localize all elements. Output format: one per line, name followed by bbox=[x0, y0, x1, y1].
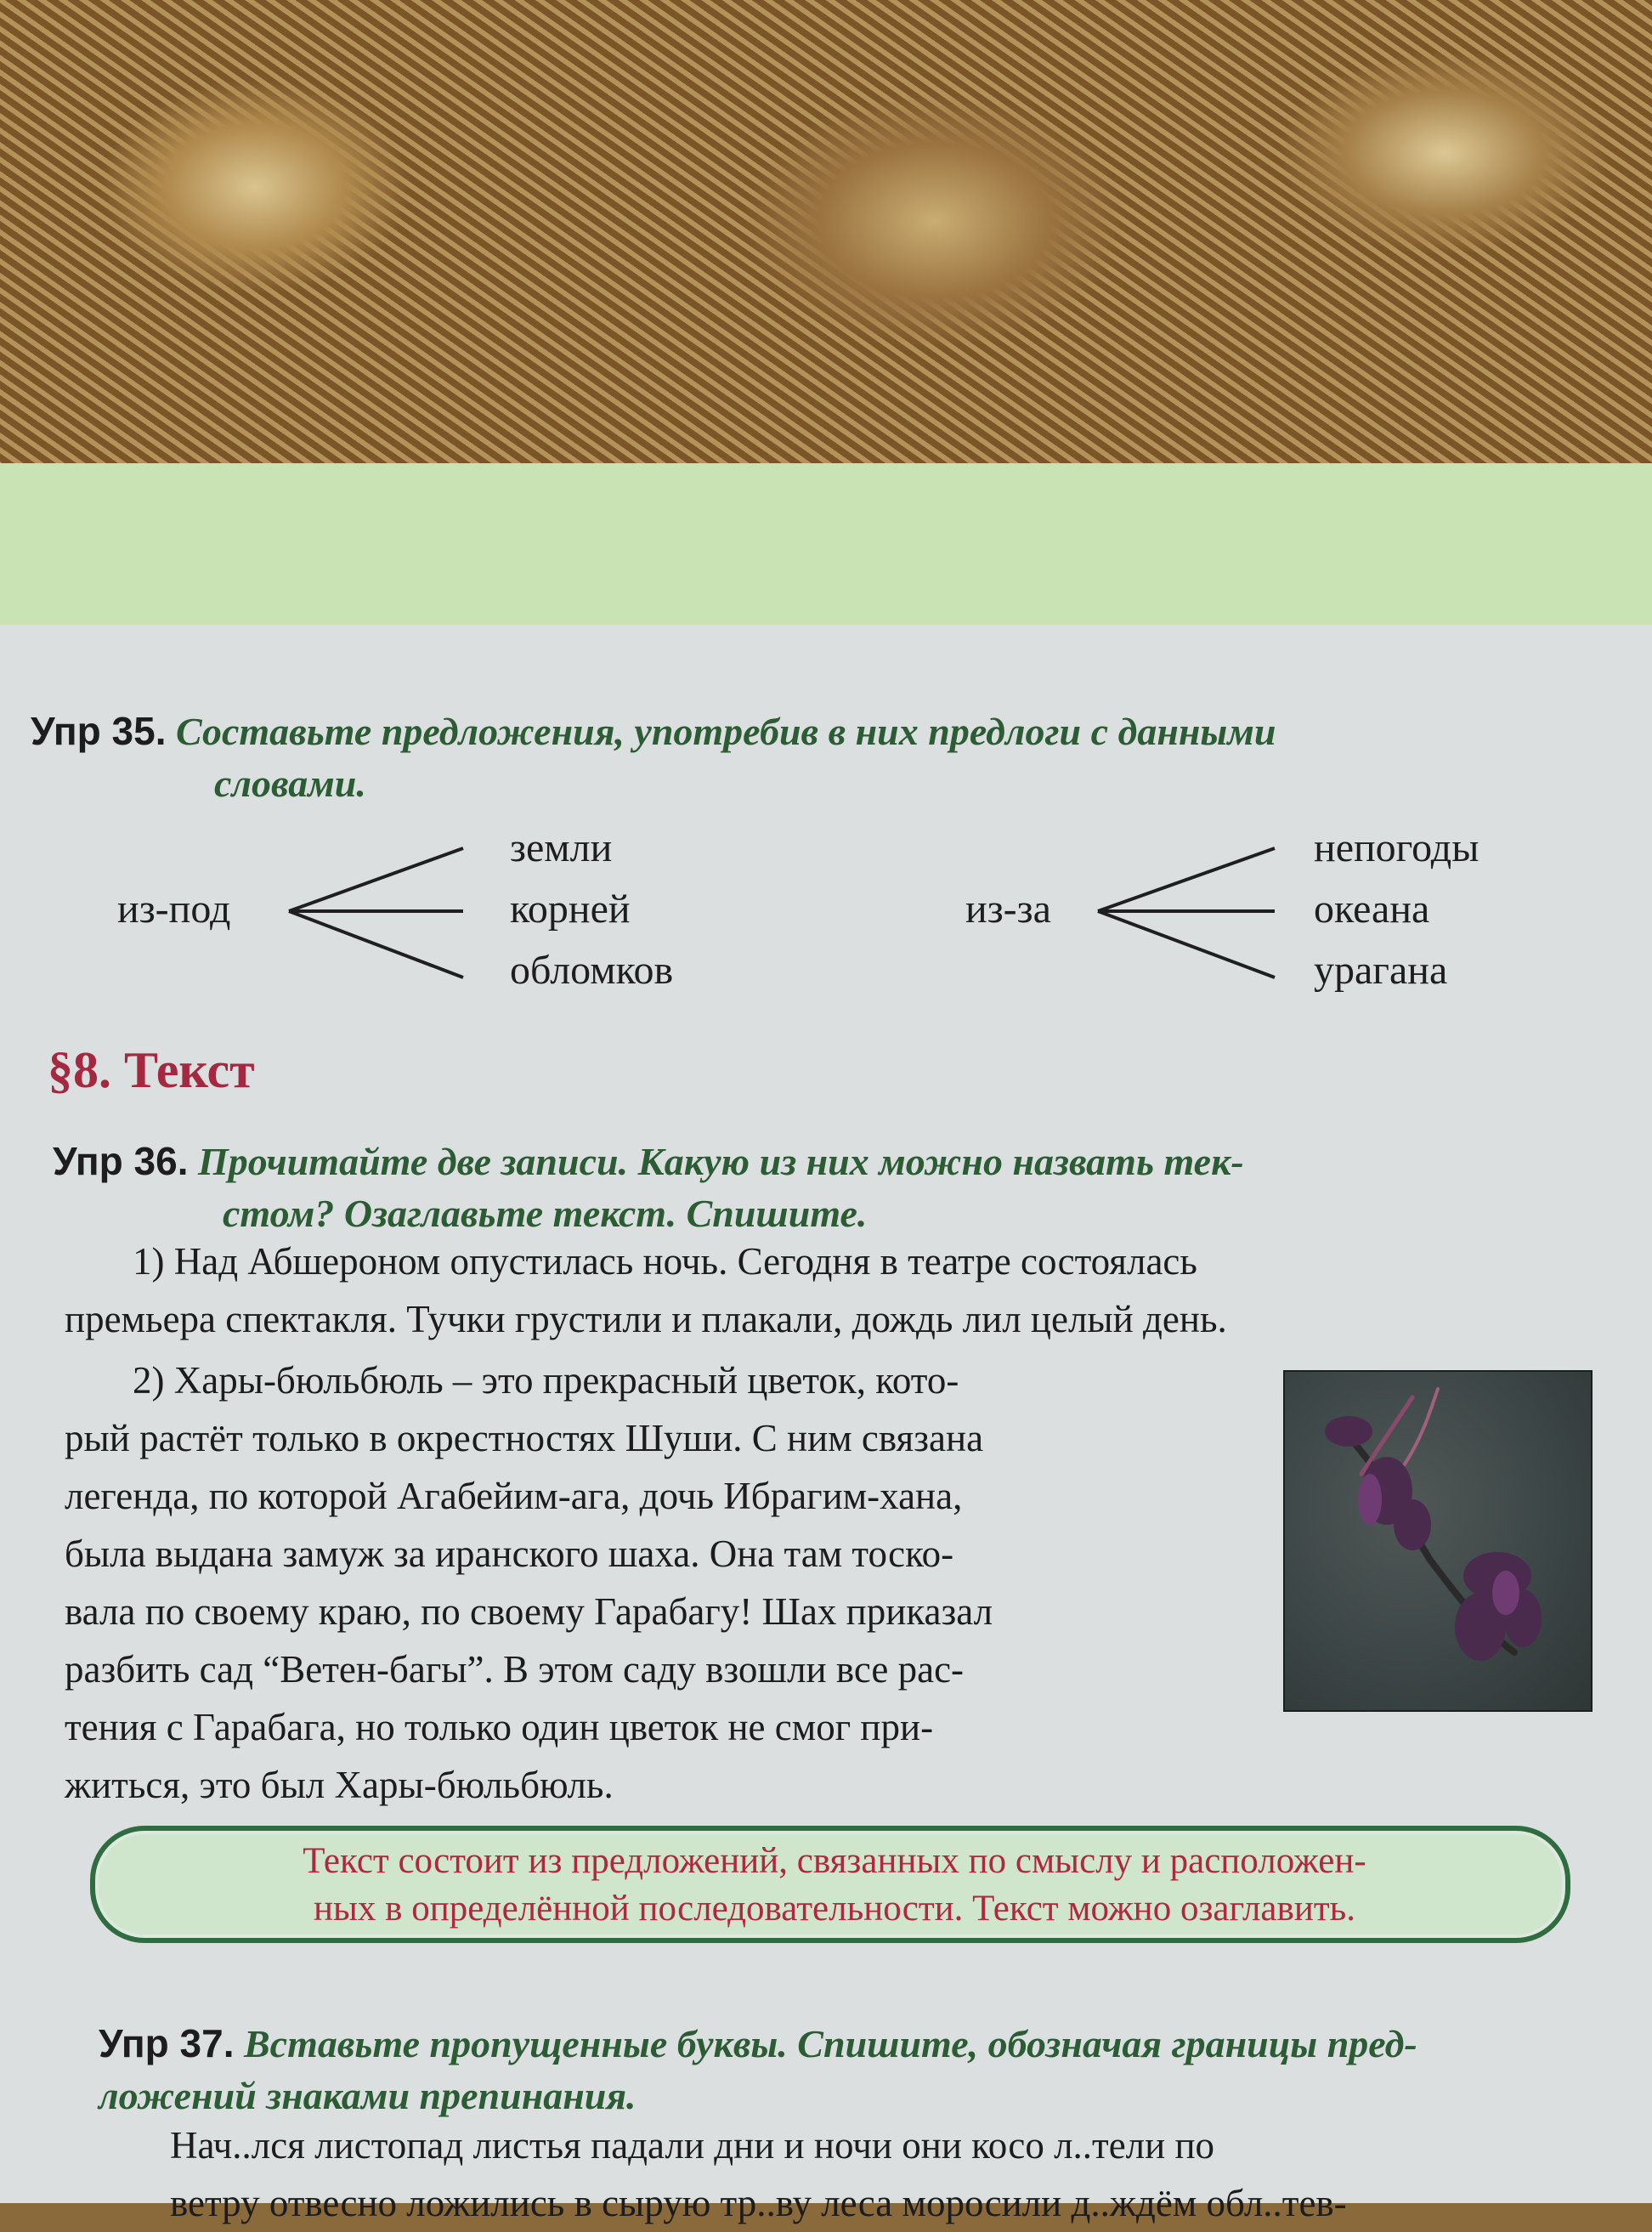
exercise-37-text-line: ветру отвесно ложились в сырую тр..ву леса моросили д..ждём обл..тев- bbox=[170, 2182, 1347, 2224]
rule-line-2: ных в определённой последовательности. Текст можно озаглавить. bbox=[314, 1889, 1355, 1929]
word-okeana: океана bbox=[1314, 887, 1430, 932]
exercise-36-task-line2: стом? Озаглавьте текст. Спишите. bbox=[223, 1192, 868, 1235]
rule-line-1: Текст состоит из предложений, связанных по смыслу и расположен- bbox=[303, 1841, 1366, 1881]
exercise-37-task-line2-wrap bbox=[99, 2069, 636, 2123]
word-korney: корней bbox=[510, 887, 631, 932]
exercise-37-heading bbox=[99, 2016, 1417, 2071]
word-nepogody: непогоды bbox=[1314, 825, 1479, 870]
item-2-line: житься, это был Хары-бюльбюль. bbox=[65, 1764, 614, 1806]
exercise-37-number: Упр 37. bbox=[99, 2021, 235, 2065]
item-2-line: была выдана замуж за иранского шаха. Она там тоско- bbox=[65, 1532, 954, 1575]
exercise-37-text-line: Нач..лся листопад листья падали дни и ночи они косо л..тели по bbox=[170, 2124, 1215, 2167]
flower-photo bbox=[1283, 1370, 1593, 1712]
item-2-line: вала по своему краю, по своему Гарабагу! Шах приказал bbox=[65, 1590, 993, 1633]
item-2-line: тения с Гарабага, но только один цветок не смог при- bbox=[65, 1706, 934, 1748]
flower-illustration bbox=[1285, 1372, 1591, 1710]
exercise-36-heading bbox=[53, 1134, 1244, 1189]
word-zemli: земли bbox=[510, 825, 613, 870]
word-uragana: урагана bbox=[1314, 948, 1448, 993]
item-2-line: 2) Хары-бюльбюль – это прекрасный цветок, кото- bbox=[133, 1359, 959, 1402]
exercise-37-task-line1: Вставьте пропущенные буквы. Спишите, обозначая границы пред- bbox=[243, 2022, 1417, 2065]
exercise-36-item-2 bbox=[65, 1351, 1271, 1814]
section-title: §8. Текст bbox=[48, 1042, 255, 1098]
word-oblomkov: обломков bbox=[510, 948, 674, 993]
item-2-line: легенда, по которой Агабейим-ага, дочь Ибрагим-хана, bbox=[65, 1475, 963, 1517]
item-2-line: разбить сад “Ветен-багы”. В этом саду взошли все рас- bbox=[65, 1648, 965, 1691]
rule-text bbox=[138, 1838, 1531, 1933]
exercise-35-task-line1: Составьте предложения, употребив в них предлоги с данными bbox=[175, 710, 1276, 753]
exercise-35-task-line2: словами. bbox=[214, 762, 366, 805]
item-2-line: рый растёт только в окрестностях Шуши. С ним связана bbox=[65, 1417, 984, 1459]
exercise-36-task-line1: Прочитайте две записи. Какую из них можно назвать тек- bbox=[197, 1140, 1244, 1183]
exercise-36-item-1 bbox=[65, 1232, 1594, 1348]
item-1-line: премьера спектакля. Тучки грустили и плакали, дождь лил целый день. bbox=[65, 1298, 1227, 1340]
exercise-37-text bbox=[170, 2116, 1615, 2232]
exercise-37-task-line2: ложений знаками препинания. bbox=[99, 2074, 636, 2117]
preposition-iz-pod: из-под bbox=[117, 887, 231, 932]
item-1-line: 1) Над Абшероном опустилась ночь. Сегодня в театре состоялась bbox=[133, 1240, 1197, 1283]
exercise-35-number: Упр 35. bbox=[31, 709, 167, 753]
preposition-iz-za: из-за bbox=[965, 887, 1051, 932]
rule-box bbox=[90, 1826, 1570, 1943]
exercise-36-number: Упр 36. bbox=[53, 1139, 189, 1183]
